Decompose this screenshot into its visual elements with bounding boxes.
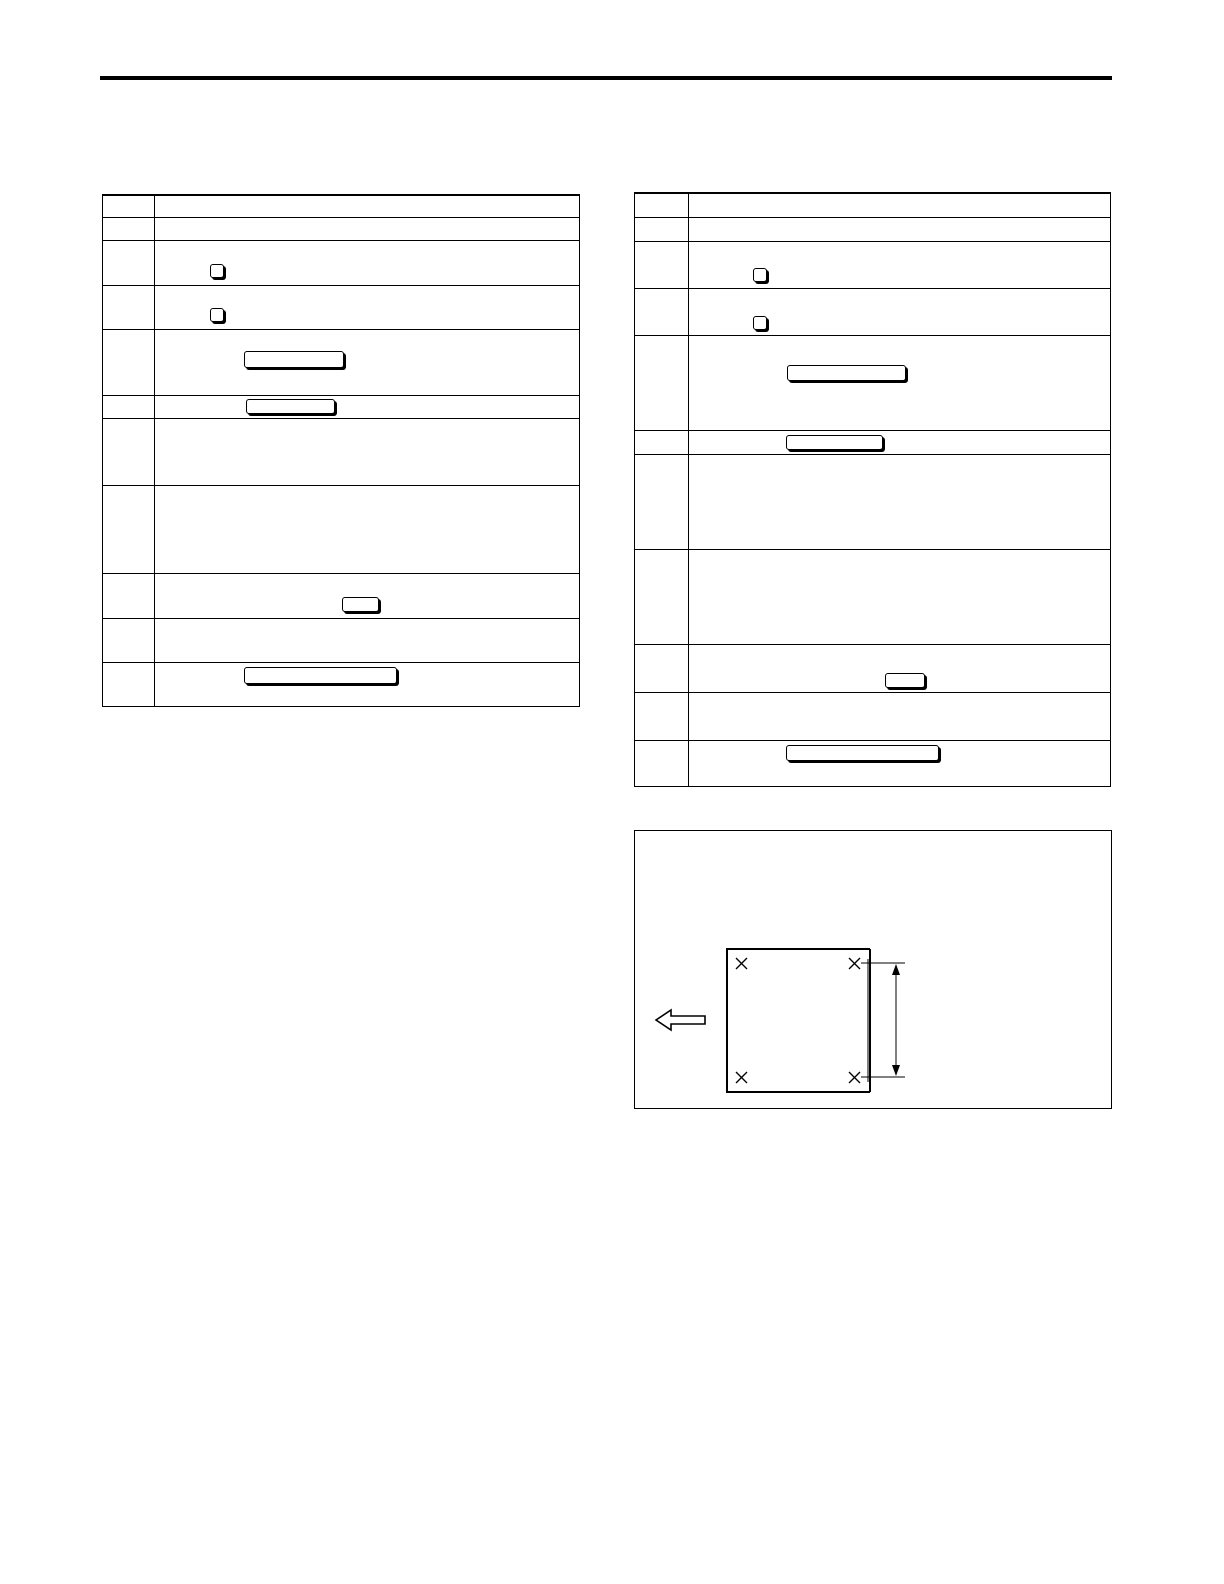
key-icon	[210, 264, 224, 278]
table-row	[103, 618, 579, 662]
left-steps-table	[102, 194, 580, 707]
table-row	[635, 335, 1110, 430]
cross-mark-icon	[736, 1072, 747, 1083]
table-row	[103, 195, 579, 217]
table-row	[635, 692, 1110, 740]
table-row	[103, 285, 579, 329]
left-arrow-icon	[656, 1010, 705, 1030]
table-row	[103, 573, 579, 618]
table-row	[635, 288, 1110, 335]
right-steps-table	[634, 192, 1111, 787]
soft-key-button	[244, 667, 397, 684]
key-icon	[753, 316, 767, 330]
table-row	[103, 662, 579, 706]
soft-key-button	[786, 745, 939, 761]
screen-diagram	[635, 831, 1111, 1108]
table-row	[635, 454, 1110, 549]
table-row	[103, 329, 579, 395]
soft-key-button	[786, 435, 883, 450]
cross-mark-icon	[736, 958, 747, 969]
table-row	[635, 549, 1110, 644]
key-icon	[753, 268, 767, 282]
header-rule	[100, 76, 1112, 80]
table-row	[635, 740, 1110, 788]
soft-key-button	[244, 351, 344, 368]
figure-box	[634, 830, 1112, 1109]
cross-mark-icon	[849, 1072, 860, 1083]
soft-key-button	[246, 399, 335, 414]
table-row	[635, 217, 1110, 241]
soft-key-button	[885, 673, 925, 688]
table-row	[635, 193, 1110, 217]
soft-key-button	[787, 365, 906, 381]
soft-key-button	[342, 597, 379, 612]
table-row	[635, 644, 1110, 692]
cross-mark-icon	[849, 958, 860, 969]
table-row	[103, 217, 579, 240]
key-icon	[210, 308, 224, 322]
table-row	[103, 418, 579, 485]
table-row	[103, 240, 579, 285]
table-row	[103, 485, 579, 573]
table-row	[635, 241, 1110, 288]
table-row	[103, 395, 579, 418]
panel-outline	[727, 949, 870, 1092]
table-row	[635, 430, 1110, 454]
